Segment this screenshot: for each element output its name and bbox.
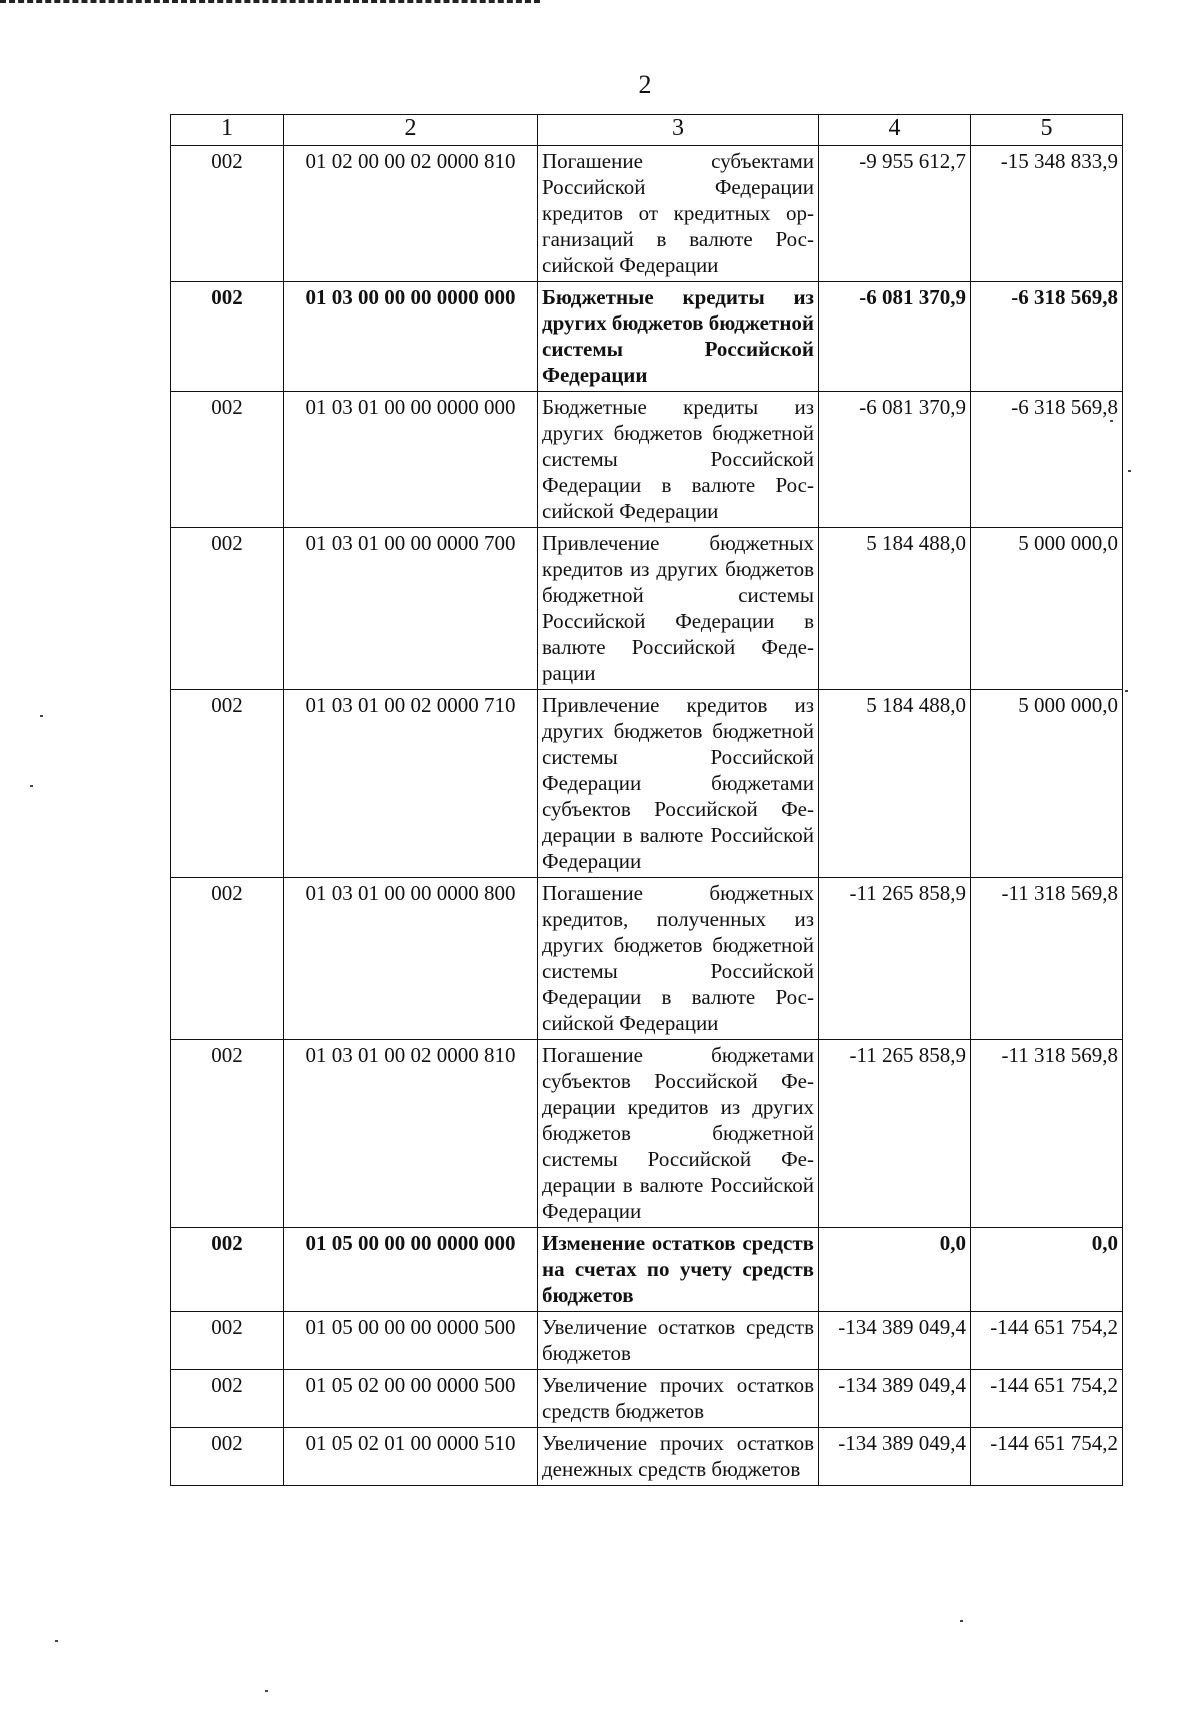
scan-speck — [30, 785, 33, 787]
column-header-1: 1 — [171, 115, 284, 146]
admin-code-cell: 002 — [171, 1370, 284, 1428]
table-row — [171, 1228, 1123, 1312]
source-name-cell: Бюджетные кредиты из других бюджетов бюджетной системы Российской Федерации — [538, 282, 819, 392]
source-code-cell: 01 02 00 00 02 0000 810 — [284, 146, 538, 282]
amount-col4-cell: -134 389 049,4 — [819, 1312, 971, 1370]
source-code-cell: 01 03 00 00 00 0000 000 — [284, 282, 538, 392]
admin-code-cell: 002 — [171, 1312, 284, 1370]
amount-col5-cell: -6 318 569,8 — [971, 392, 1123, 528]
amount-col4-cell: -134 389 049,4 — [819, 1370, 971, 1428]
amount-col4-cell: 0,0 — [819, 1228, 971, 1312]
amount-col5-cell: -11 318 569,8 — [971, 1040, 1123, 1228]
amount-col4-cell: -9 955 612,7 — [819, 146, 971, 282]
table-body — [171, 146, 1123, 1486]
scan-edge-artifact — [0, 0, 540, 3]
scan-speck — [40, 715, 43, 717]
amount-col4-cell: -6 081 370,9 — [819, 392, 971, 528]
source-name-cell: Погашение бюджетами субъектов Российской Федерации кредитов из других бюджетов бюджетной системы Российской Федерации в валюте Российской Федерации — [538, 1040, 819, 1228]
admin-code-cell: 002 — [171, 146, 284, 282]
admin-code-cell: 002 — [171, 528, 284, 690]
source-name-cell: Изменение остатков средств на счетах по учету средств бюджетов — [538, 1228, 819, 1312]
amount-col5-cell: -144 651 754,2 — [971, 1312, 1123, 1370]
admin-code-cell: 002 — [171, 392, 284, 528]
source-name-cell: Увеличение прочих остатков средств бюджетов — [538, 1370, 819, 1428]
amount-col5-cell: 5 000 000,0 — [971, 690, 1123, 878]
column-header-4: 4 — [819, 115, 971, 146]
source-code-cell: 01 03 01 00 00 0000 700 — [284, 528, 538, 690]
amount-col4-cell: -11 265 858,9 — [819, 1040, 971, 1228]
source-code-cell: 01 05 00 00 00 0000 000 — [284, 1228, 538, 1312]
table-row — [171, 690, 1123, 878]
source-name-cell: Увеличение прочих остатков денежных средств бюджетов — [538, 1428, 819, 1486]
source-code-cell: 01 03 01 00 00 0000 800 — [284, 878, 538, 1040]
column-header-3: 3 — [538, 115, 819, 146]
table-row — [171, 878, 1123, 1040]
admin-code-cell: 002 — [171, 690, 284, 878]
source-code-cell: 01 03 01 00 02 0000 810 — [284, 1040, 538, 1228]
budget-sources-table — [170, 114, 1123, 1486]
column-header-2: 2 — [284, 115, 538, 146]
amount-col5-cell: 0,0 — [971, 1228, 1123, 1312]
page-number: 2 — [638, 70, 652, 99]
source-name-cell: Погашение бюджетных кредитов, полученных из других бюджетов бюджетной системы Российской Федерации в валюте Российской Федерации — [538, 878, 819, 1040]
admin-code-cell: 002 — [171, 1428, 284, 1486]
source-code-cell: 01 03 01 00 02 0000 710 — [284, 690, 538, 878]
amount-col4-cell: -134 389 049,4 — [819, 1428, 971, 1486]
amount-col4-cell: 5 184 488,0 — [819, 690, 971, 878]
source-code-cell: 01 05 00 00 00 0000 500 — [284, 1312, 538, 1370]
admin-code-cell: 002 — [171, 1040, 284, 1228]
table-row — [171, 1370, 1123, 1428]
scan-speck — [1125, 690, 1128, 692]
scan-speck — [1128, 470, 1131, 472]
table-row — [171, 1040, 1123, 1228]
scan-speck — [1110, 420, 1113, 422]
table-row — [171, 282, 1123, 392]
amount-col4-cell: -6 081 370,9 — [819, 282, 971, 392]
source-name-cell: Привлечение бюджетных кредитов из других бюджетов бюджетной системы Российской Федерации в валюте Российской Федерации — [538, 528, 819, 690]
source-code-cell: 01 05 02 00 00 0000 500 — [284, 1370, 538, 1428]
amount-col5-cell: -6 318 569,8 — [971, 282, 1123, 392]
table-row — [171, 392, 1123, 528]
source-code-cell: 01 05 02 01 00 0000 510 — [284, 1428, 538, 1486]
scan-speck — [265, 1690, 268, 1692]
source-name-cell: Привлечение кредитов из других бюджетов бюджетной системы Российской Федерации бюджетами субъектов Российской Федерации в валюте Российской Федерации — [538, 690, 819, 878]
admin-code-cell: 002 — [171, 1228, 284, 1312]
source-name-cell: Бюджетные кредиты из других бюджетов бюджетной системы Российской Федерации в валюте Российской Федерации — [538, 392, 819, 528]
table-row — [171, 1312, 1123, 1370]
column-number-row — [171, 115, 1123, 146]
amount-col5-cell: -11 318 569,8 — [971, 878, 1123, 1040]
table-row — [171, 528, 1123, 690]
table-row — [171, 1428, 1123, 1486]
amount-col5-cell: -144 651 754,2 — [971, 1428, 1123, 1486]
scan-speck — [960, 1620, 963, 1622]
amount-col5-cell: -144 651 754,2 — [971, 1370, 1123, 1428]
table-row — [171, 146, 1123, 282]
column-header-5: 5 — [971, 115, 1123, 146]
source-name-cell: Увеличение остатков средств бюджетов — [538, 1312, 819, 1370]
scan-speck — [55, 1640, 58, 1642]
amount-col4-cell: 5 184 488,0 — [819, 528, 971, 690]
admin-code-cell: 002 — [171, 878, 284, 1040]
amount-col5-cell: 5 000 000,0 — [971, 528, 1123, 690]
amount-col4-cell: -11 265 858,9 — [819, 878, 971, 1040]
amount-col5-cell: -15 348 833,9 — [971, 146, 1123, 282]
source-name-cell: Погашение субъектами Российской Федерации кредитов от кредитных организаций в валюте Российской Федерации — [538, 146, 819, 282]
admin-code-cell: 002 — [171, 282, 284, 392]
source-code-cell: 01 03 01 00 00 0000 000 — [284, 392, 538, 528]
